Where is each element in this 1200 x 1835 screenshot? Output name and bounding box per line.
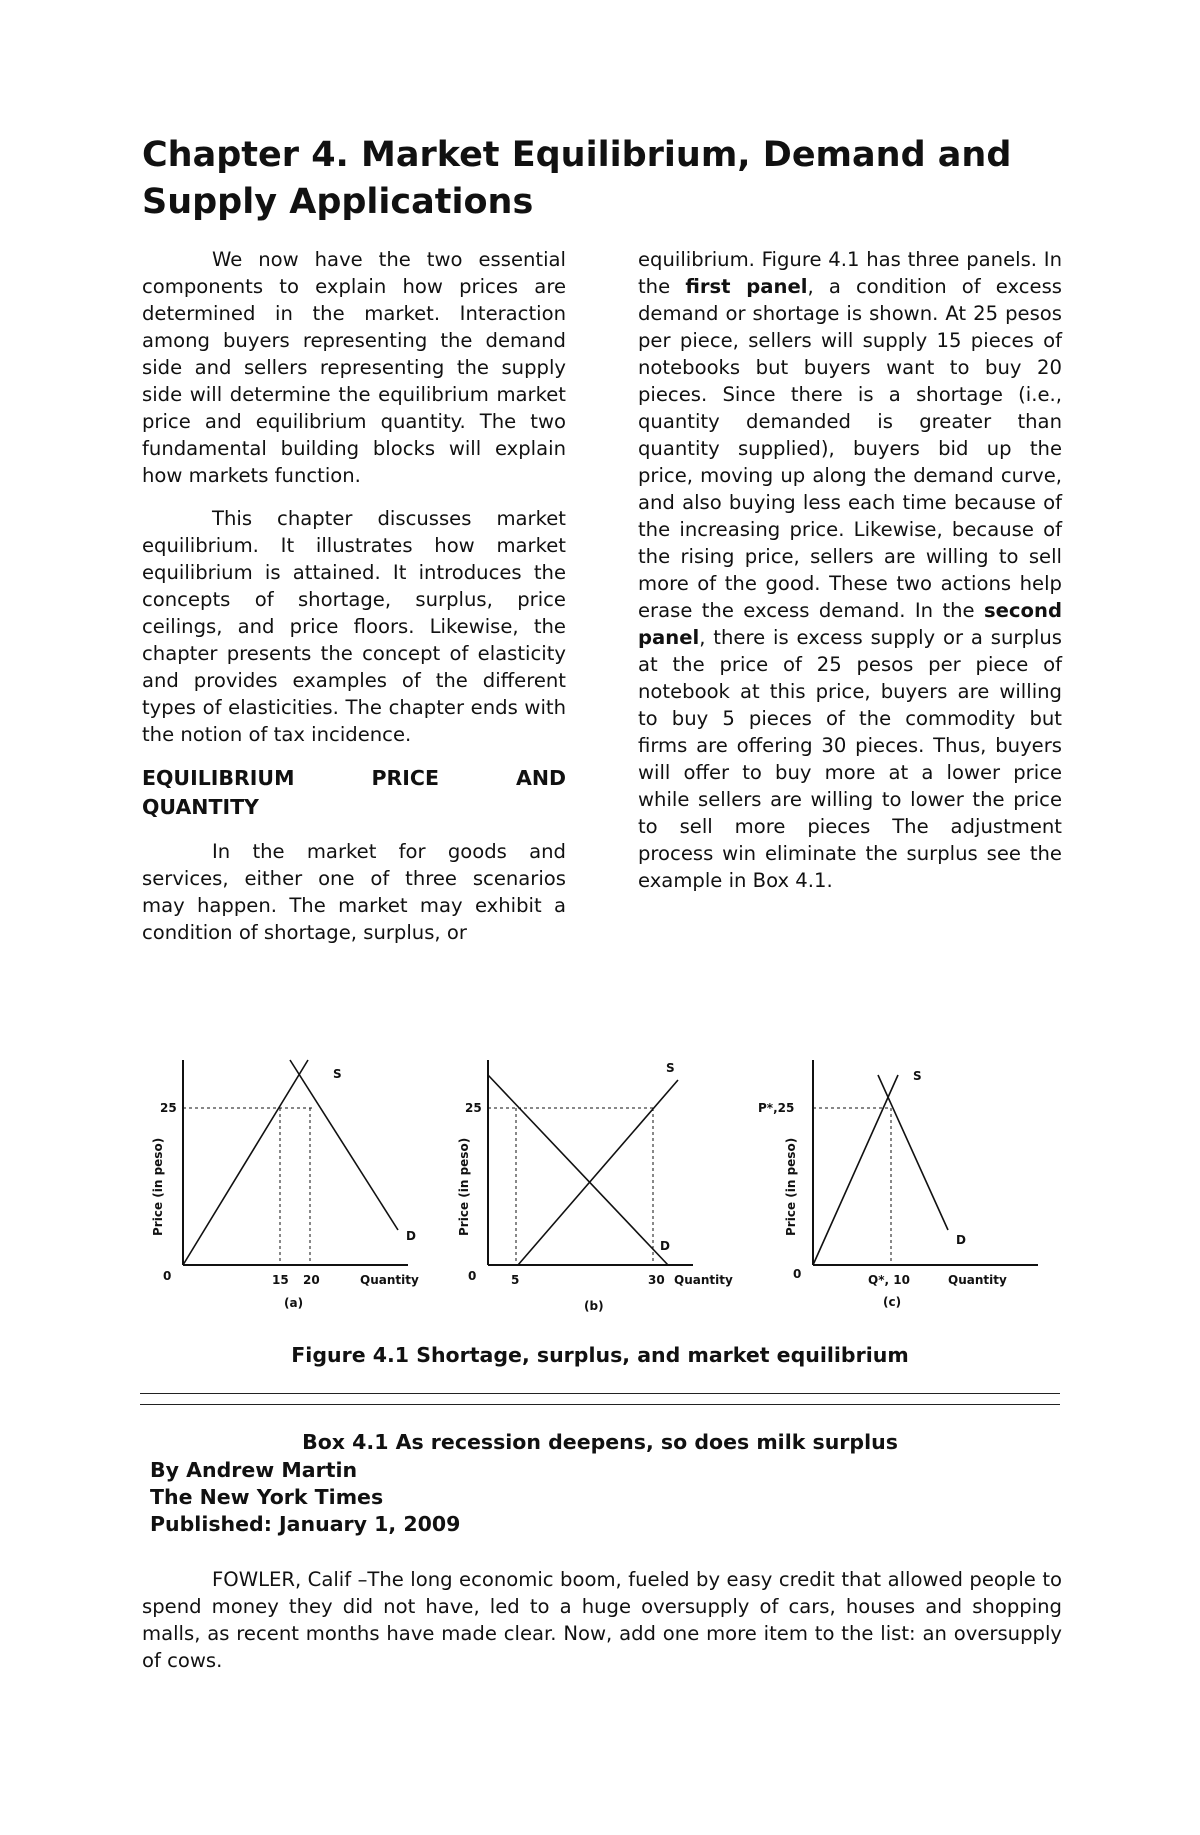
- chart-panel-c: [758, 1040, 1058, 1320]
- x-axis-label: Quantity: [360, 1273, 419, 1287]
- demand-label: D: [406, 1229, 416, 1243]
- supply-label: S: [666, 1061, 675, 1075]
- figure-4-1: [138, 1040, 1058, 1320]
- x-tick-label: 15: [272, 1273, 289, 1287]
- x-tick-label: Q*, 10: [868, 1273, 910, 1287]
- figure-caption: Figure 4.1 Shortage, surplus, and market equilibrium: [291, 1343, 909, 1367]
- panel-label: (a): [284, 1296, 304, 1310]
- box-author: By Andrew Martin: [150, 1458, 358, 1482]
- scenarios-paragraph: In the market for goods and services, either one of three scenarios may happen. The market may exhibit a condition of shortage, surplus, or: [142, 840, 566, 944]
- y-axis-label: Price (in peso): [457, 1137, 471, 1236]
- left-column: [142, 246, 566, 946]
- first-panel-emphasis: first panel: [685, 275, 808, 298]
- figure-explanation-paragraph: [638, 246, 1062, 894]
- x-tick-label: 20: [303, 1273, 320, 1287]
- section-heading-line1: EQUILIBRIUM PRICE AND: [142, 766, 566, 790]
- box-body-paragraph: FOWLER, Calif –The long economic boom, fueled by easy credit that allowed people to spend money they did not have, led to a huge oversupply of cars, houses and shopping malls, as recent months have made clear. Now, add one more item to the list: an oversupply of cows.: [142, 1568, 1062, 1672]
- divider-rule: [140, 1404, 1060, 1405]
- y-tick-label: 25: [160, 1101, 177, 1115]
- text-run: equilibrium. Figure 4.1 has three panels. In the: [638, 248, 1062, 298]
- right-column: [638, 246, 1062, 894]
- x-axis-label: Quantity: [948, 1273, 1007, 1287]
- supply-curve: [183, 1060, 308, 1265]
- text-run: , there is excess supply or a surplus at the price of 25 pesos per piece of notebook at this price, buyers are willing to buy 5 pieces of the commodity but firms are offering 30 pieces. Thus, buyers will offer to buy more at a lower price while sellers are willing to lower the price to sell more pieces The adjustment process win eliminate the surplus see the example in Box 4.1.: [638, 626, 1062, 892]
- chapter-overview-paragraph: This chapter discusses market equilibrium. It illustrates how market equilibrium is attained. It introduces the concepts of shortage, surplus, price ceilings, and price floors. Likewise, the chapter presents the concept of elasticity and provides examples of the different types of elasticities. The chapter ends with the notion of tax incidence.: [142, 507, 566, 746]
- demand-curve: [290, 1060, 398, 1230]
- y-axis-label: Price (in peso): [151, 1137, 165, 1236]
- section-heading-line2: QUANTITY: [142, 795, 259, 819]
- supply-curve: [813, 1075, 898, 1265]
- origin-label: 0: [163, 1269, 172, 1283]
- second-panel-emphasis: second panel: [638, 599, 1062, 649]
- chapter-title: Chapter 4. Market Equilibrium, Demand and Supply Applications: [142, 135, 1012, 222]
- x-axis-label: Quantity: [674, 1273, 733, 1287]
- demand-curve: [488, 1075, 668, 1265]
- divider-rule: [140, 1393, 1060, 1394]
- demand-curve: [878, 1075, 948, 1230]
- box-title: Box 4.1 As recession deepens, so does milk surplus: [302, 1430, 898, 1454]
- section-heading: [142, 764, 566, 822]
- panel-label: (b): [584, 1299, 604, 1313]
- supply-label: S: [333, 1067, 342, 1081]
- x-tick-label: 5: [511, 1273, 520, 1287]
- chart-panel-b: [448, 1040, 758, 1320]
- box-publication: The New York Times: [150, 1485, 384, 1509]
- origin-label: 0: [468, 1269, 477, 1283]
- supply-label: S: [913, 1069, 922, 1083]
- origin-label: 0: [793, 1267, 802, 1281]
- chart-panel-a: [138, 1040, 438, 1320]
- intro-paragraph: We now have the two essential components to explain how prices are determined in the market. Interaction among buyers representing the demand side and sellers representing the supply side will determine the equilibrium market price and equilibrium quantity. The two fundamental building blocks will explain how markets function.: [142, 248, 566, 487]
- demand-label: D: [660, 1239, 670, 1253]
- y-axis-label: Price (in peso): [784, 1137, 798, 1236]
- y-tick-label: P*,25: [758, 1101, 795, 1115]
- y-tick-label: 25: [465, 1101, 482, 1115]
- x-tick-label: 30: [648, 1273, 665, 1287]
- panel-label: (c): [883, 1295, 902, 1309]
- box-published-date: Published: January 1, 2009: [150, 1512, 461, 1536]
- text-run: , a condition of excess demand or shortage is shown. At 25 pesos per piece, sellers will supply 15 pieces of notebooks but buyers want to buy 20 pieces. Since there is a shortage (i.e., quantity demanded is greater than quantity supplied), buyers bid up the price, moving up along the demand curve, and also buying less each time because of the increasing price. Likewise, because of the rising price, sellers are willing to sell more of the good. These two actions help erase the excess demand. In the: [638, 275, 1062, 622]
- demand-label: D: [956, 1233, 966, 1247]
